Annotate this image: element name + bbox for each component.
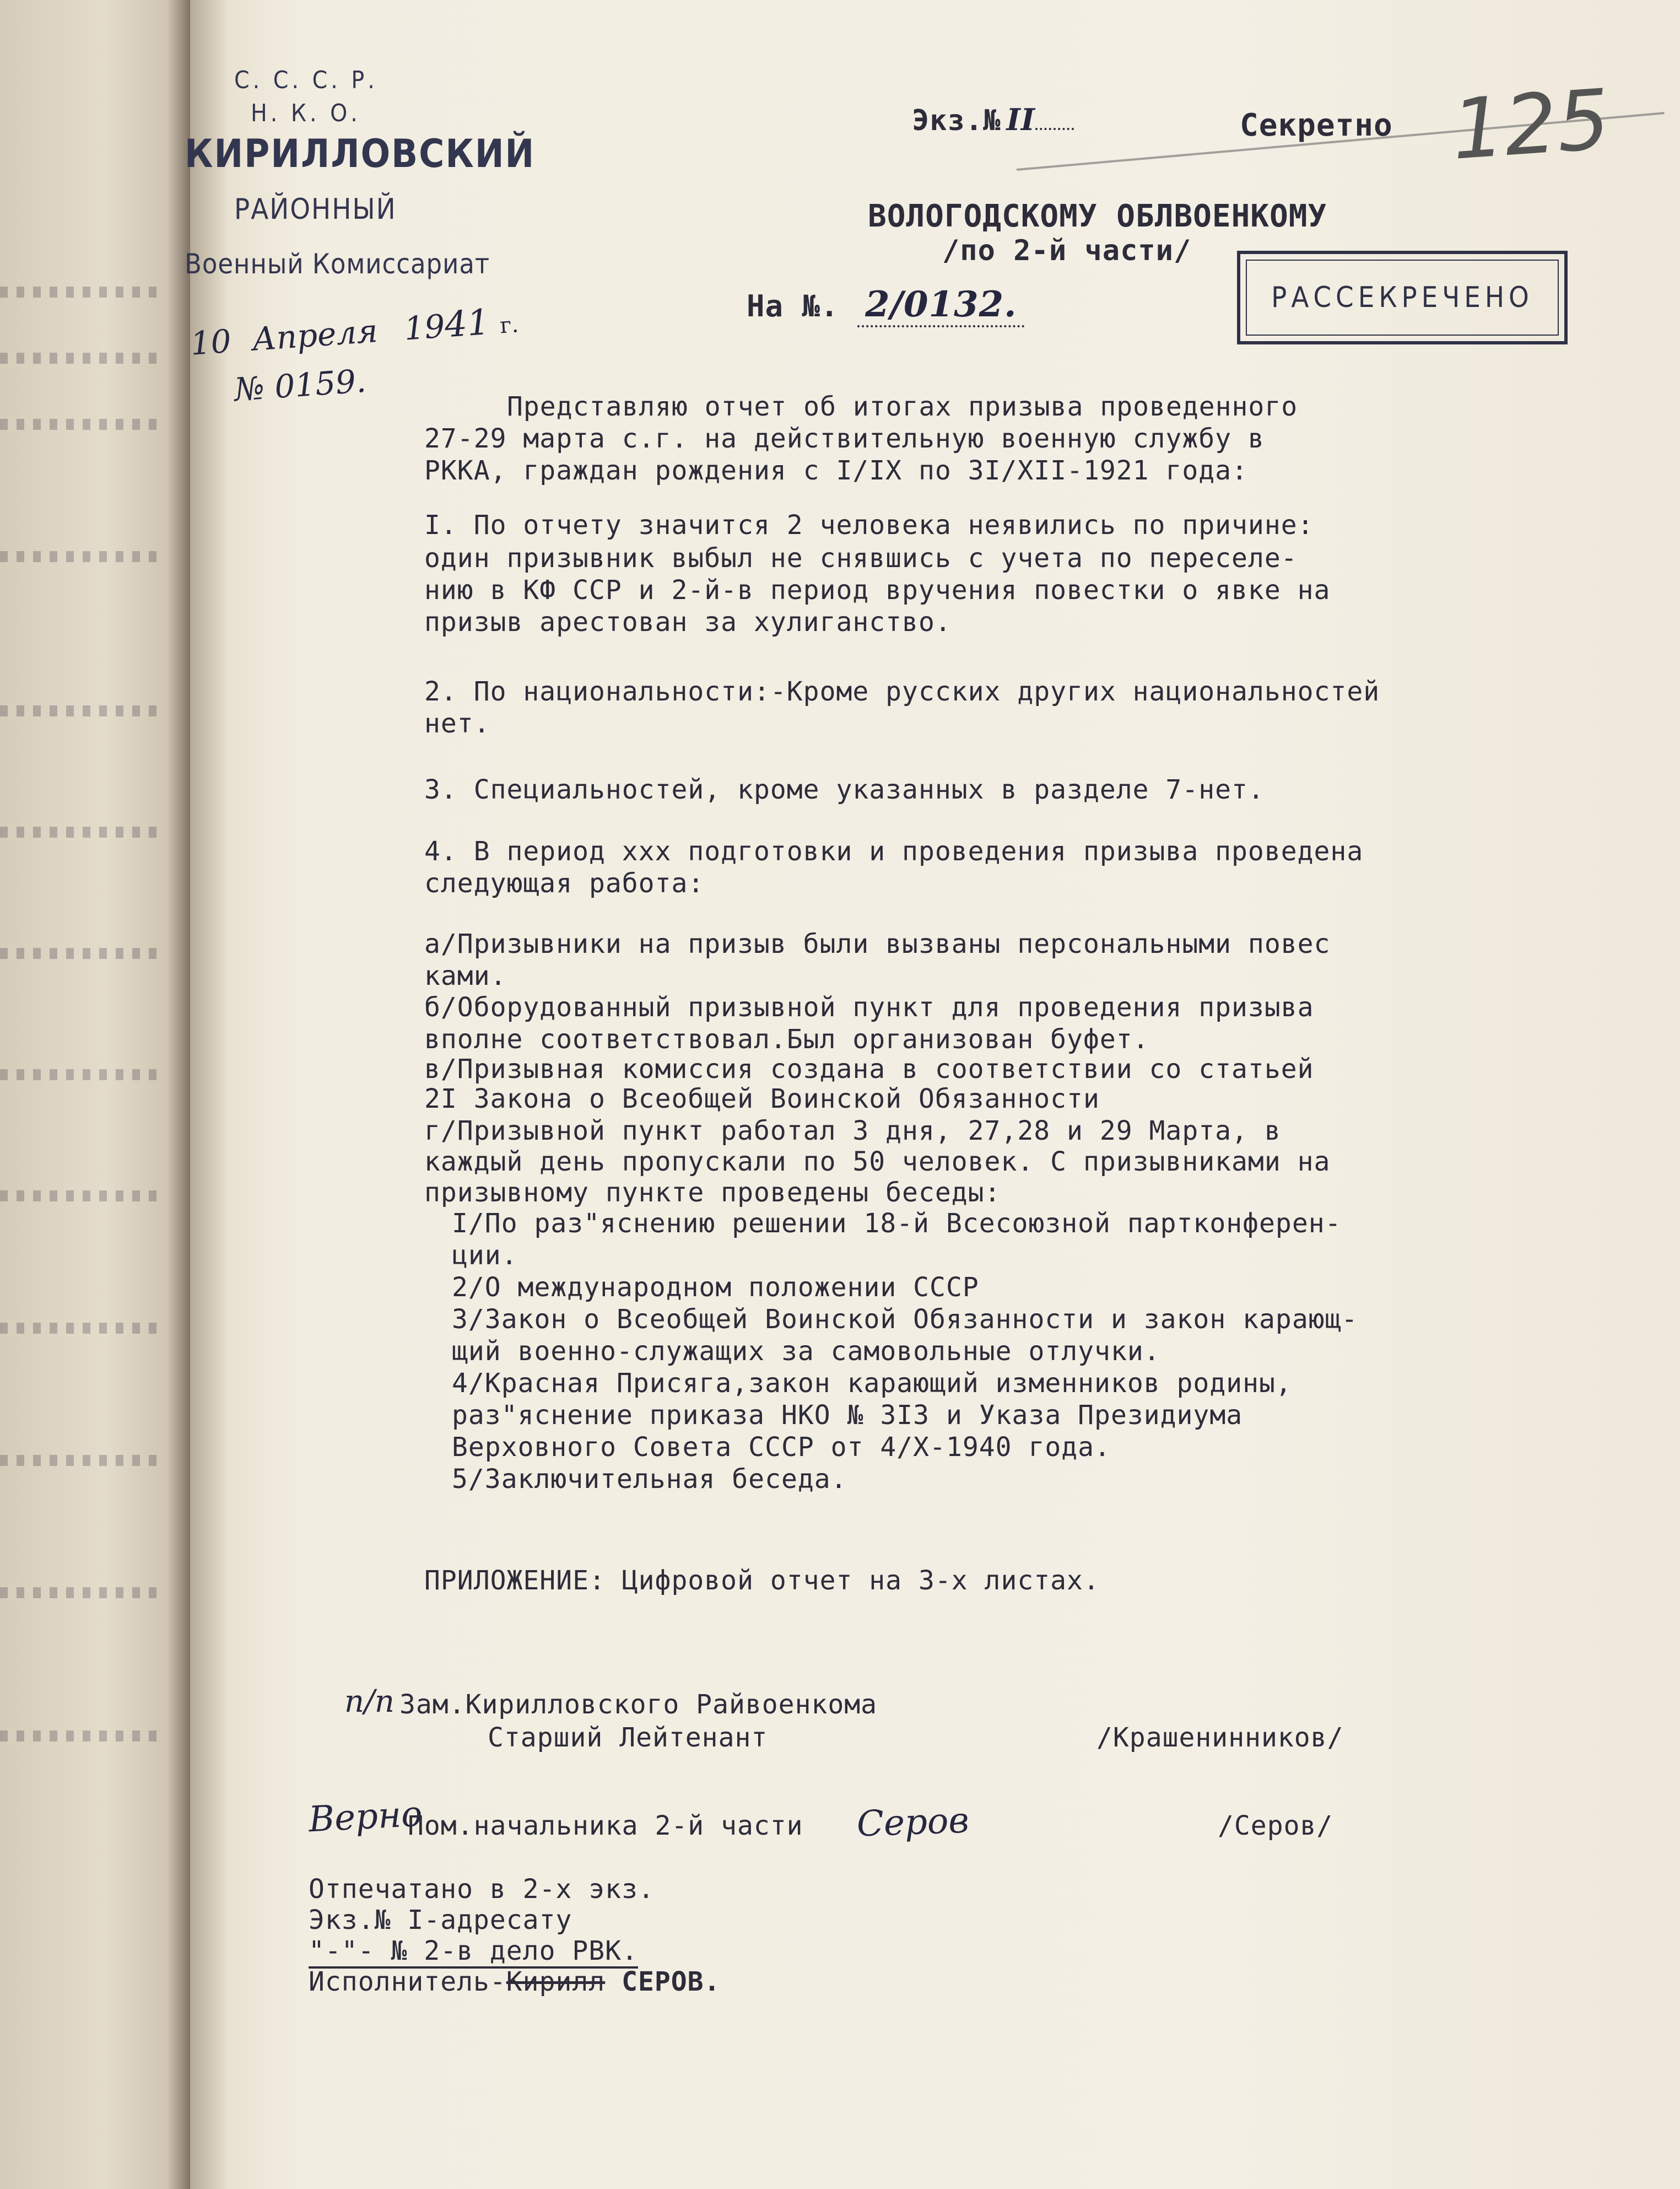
faded-text-row: [0, 1190, 165, 1201]
body-line: 2/О международном положении СССР: [452, 1272, 979, 1303]
footer-line: Экз.№ I-адресату: [309, 1905, 572, 1935]
reference-label: На №.: [747, 289, 839, 324]
signatory-title: Зам.Кирилловского Райвоенкома: [399, 1689, 878, 1720]
body-line: Представляю отчет об итогах призыва проведенного: [507, 391, 1298, 422]
left-facing-page: [0, 0, 190, 2189]
declassified-stamp-text: РАССЕКРЕЧЕНО: [1271, 281, 1533, 314]
executor-name: СЕРОВ.: [622, 1966, 721, 1997]
faded-text-row: [0, 1069, 165, 1080]
body-line: ции.: [452, 1240, 518, 1271]
signatory-rank: Старший Лейтенант: [488, 1722, 768, 1753]
body-line: ками.: [424, 961, 507, 991]
faded-text-row: [0, 1587, 165, 1598]
signatory-name: /Крашенинников/: [1096, 1722, 1344, 1753]
stamp-line: Военный Комиссариат: [185, 248, 490, 280]
stamp-number: № 0159.: [233, 362, 368, 409]
body-line: РККА, граждан рождения с I/IX по 3I/XII-1921 года:: [424, 455, 1248, 486]
signature-mark: п/п: [344, 1684, 395, 1719]
body-line: 3. Специальностей, кроме указанных в разделе 7-нет.: [424, 774, 1265, 805]
body-line: I/По раз"яснению решении 18-й Всесоюзной партконферен-: [452, 1208, 1342, 1239]
addressee: ВОЛОГОДСКОМУ ОБЛВОЕНКОМУ: [868, 198, 1327, 234]
body-line: 4. В период ххх подготовки и проведения призыва проведена: [424, 836, 1364, 867]
body-line: 2I Закона о Всеобщей Воинской Обязанности: [424, 1083, 1100, 1114]
signatory-name: /Серов/: [1218, 1810, 1333, 1841]
certified-mark: Верно: [307, 1793, 424, 1841]
body-line: щий военно-служащих за самовольные отлучки.: [452, 1336, 1160, 1367]
secrecy-label: Секретно: [1240, 107, 1393, 143]
footer-line: Отпечатано в 2-х экз.: [309, 1874, 655, 1905]
faded-text-row: [0, 419, 165, 430]
body-line: в/Призывная комиссия создана в соответствии со статьей: [424, 1054, 1314, 1085]
body-line: призывному пункте проведены беседы:: [424, 1177, 1001, 1208]
faded-text-row: [0, 705, 165, 716]
faded-text-row: [0, 287, 165, 298]
stamp-date-year-prefix: 19: [403, 307, 446, 348]
body-line: 27-29 марта с.г. на действительную военную службу в: [424, 423, 1265, 454]
body-line: б/Оборудованный призывной пункт для проведения призыва: [424, 992, 1314, 1023]
copy-label: Экз.№: [912, 104, 1001, 137]
stamp-line: РАЙОННЫЙ: [234, 193, 397, 226]
body-line: призыв арестован за хулиганство.: [424, 607, 952, 638]
sheet-number: 125: [1449, 72, 1613, 179]
body-line: вполне соответствовал.Был организован буфет.: [424, 1024, 1149, 1055]
signatory-title: Пом.начальника 2-й части: [408, 1810, 803, 1841]
body-line: 5/Заключительная беседа.: [452, 1464, 847, 1495]
stamp-line: Н. К. О.: [251, 99, 361, 127]
body-line: 2. По национальности:-Кроме русских других национальностей: [424, 676, 1380, 707]
body-line: нет.: [424, 708, 490, 739]
stamp-line: С. С. С. Р.: [234, 66, 378, 94]
reference-number: 2/0132.: [857, 284, 1024, 327]
executor-line: [309, 1966, 720, 1997]
body-text: [424, 0, 1670, 2189]
addressee-sub: /по 2-й части/: [942, 234, 1192, 267]
faded-text-row: [0, 353, 165, 364]
executor-struck: Кирилл: [506, 1966, 606, 1997]
stamp-office-name: КИРИЛЛОВСКИЙ: [185, 131, 536, 176]
executor-label: Исполнитель-: [309, 1966, 506, 1997]
body-line: следующая работа:: [424, 868, 705, 899]
faded-text-row: [0, 551, 165, 562]
body-line: один призывник выбыл не снявшись с учета по переселе-: [424, 543, 1298, 574]
faded-text-row: [0, 1455, 165, 1466]
handwritten-signature: Серов: [856, 1800, 970, 1845]
footer-line: "-"- № 2-в дело РВК.: [309, 1935, 638, 1969]
faded-text-row: [0, 1730, 165, 1742]
body-line: Верховного Совета СССР от 4/Х-1940 года.: [452, 1432, 1111, 1463]
body-line: нию в КФ ССР и 2-й-в период вручения повестки о явке на: [424, 575, 1331, 606]
stamp-date-suffix: г.: [499, 312, 520, 339]
faded-text-row: [0, 827, 165, 838]
body-line: I. По отчету значится 2 человека неявились по причине:: [424, 510, 1314, 541]
faded-text-row: [0, 1323, 165, 1334]
body-line: г/Призывной пункт работал 3 дня, 27,28 и 29 Марта, в: [424, 1115, 1281, 1146]
stamp-date-day: 10: [189, 322, 233, 363]
appendix-line: ПРИЛОЖЕНИЕ: Цифровой отчет на 3-х листах.: [424, 1565, 1100, 1596]
copy-number: II: [1006, 102, 1036, 137]
body-line: а/Призывники на призыв были вызваны персональными повес: [424, 929, 1331, 959]
body-line: каждый день пропускали по 50 человек. С призывниками на: [424, 1146, 1331, 1177]
body-line: раз"яснение приказа НКО № 3I3 и Указа Президиума: [452, 1400, 1243, 1431]
document-page: [185, 0, 1680, 2189]
body-line: 3/Закон о Всеобщей Воинской Обязанности и закон карающ-: [452, 1304, 1358, 1335]
body-line: 4/Красная Присяга,закон карающий изменников родины,: [452, 1368, 1292, 1399]
stamp-date-month: Апреля: [251, 312, 379, 358]
stamp-date-year: 41: [443, 301, 491, 346]
faded-text-row: [0, 948, 165, 959]
